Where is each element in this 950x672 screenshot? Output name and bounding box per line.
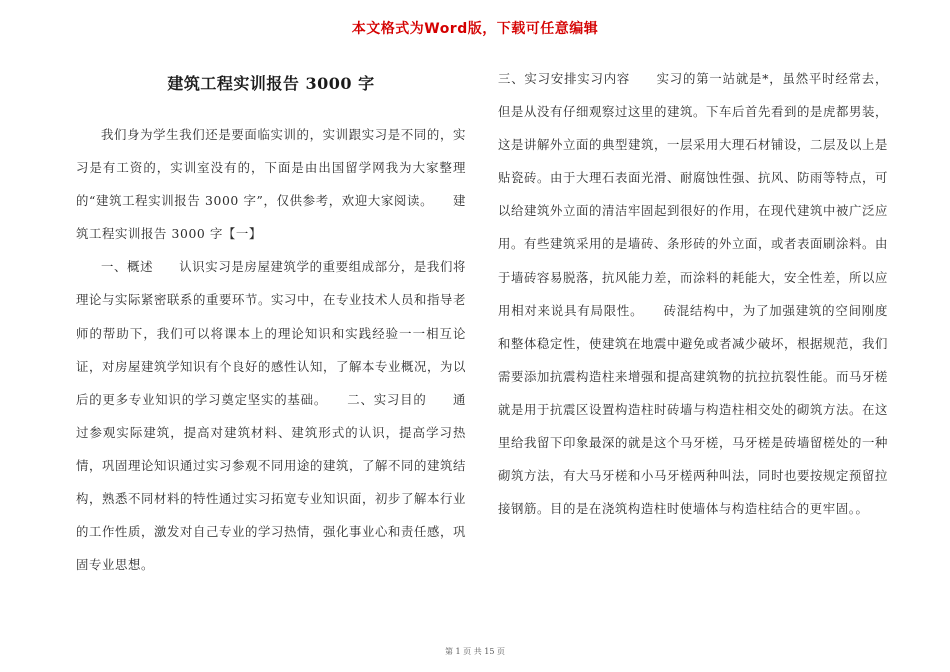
page-number: 第 1 页 共 15 页	[445, 647, 505, 656]
document-title: 建筑工程实训报告 3000 字	[167, 74, 375, 93]
word-format-banner: 本文格式为Word版，下载可任意编辑	[351, 21, 599, 37]
arrangement-paragraph: 三、实习安排实习内容 实习的第一站就是*，虽然平时经常去，但是从没有仔细观察过这里的建筑。下车后首先看到的是虎都男装，这是讲解外立面的典型建筑，一层采用大理石材铺设，二层及以上是贴瓷砖。由于大理石表面光滑、耐腐蚀性强、抗风、防雨等特点，可以给建筑外立面的清洁牢固起到很好的作用，在现代建筑中被广泛应用。有些建筑采用的是墙砖、条形砖的外立面，或者表面刷涂料。由于墙砖容易脱落，抗风能力差，而涂料的耗能大，安全性差，所以应用相对来说具有局限性。 砖混结构中，为了加强建筑的空间刚度和整体稳定性，使建筑在地震中避免或者减少破坏，根据规范，我们需要添加抗震构造柱来增强和提高建筑物的抗拉抗裂性能。而马牙槎就是用于抗震区设置构造柱时砖墙与构造柱相交处的砌筑方法。在这里给我留下印象最深的就是这个马牙槎，马牙槎是砖墙留槎处的一种砌筑方法，有大马牙槎和小马牙槎两种叫法，同时也要按规定预留拉接钢筋。目的是在浇筑构造柱时使墙体与构造柱结合的更牢固。。	[498, 71, 888, 517]
left-column	[76, 118, 466, 581]
overview-paragraph: 一、概述 认识实习是房屋建筑学的重要组成部分，是我们将理论与实际紧密联系的重要环节。实习中，在专业技术人员和指导老师的帮助下，我们可以将课本上的理论知识和实践经验一一相互论证，对房屋建筑学知识有个良好的感性认知，了解本专业概况，为以后的更多专业知识的学习奠定坚实的基础。 二、实习目的 通过参观实际建筑，提高对建筑材料、建筑形式的认识，提高学习热情，巩固理论知识通过实习参观不同用途的建筑，了解不同的建筑结构，熟悉不同材料的特性通过实习拓宽专业知识面，初步了解本行业的工作性质，激发对自己专业的学习热情，强化事业心和责任感，巩固专业思想。	[76, 259, 466, 573]
intro-paragraph: 我们身为学生我们还是要面临实训的，实训跟实习是不同的，实习是有工资的，实训室没有的，下面是由出国留学网我为大家整理的“建筑工程实训报告 3000 字”，仅供参考，欢迎大家阅读。 建筑工程实训报告 3000 字【一】	[76, 127, 466, 242]
right-column	[498, 62, 888, 525]
